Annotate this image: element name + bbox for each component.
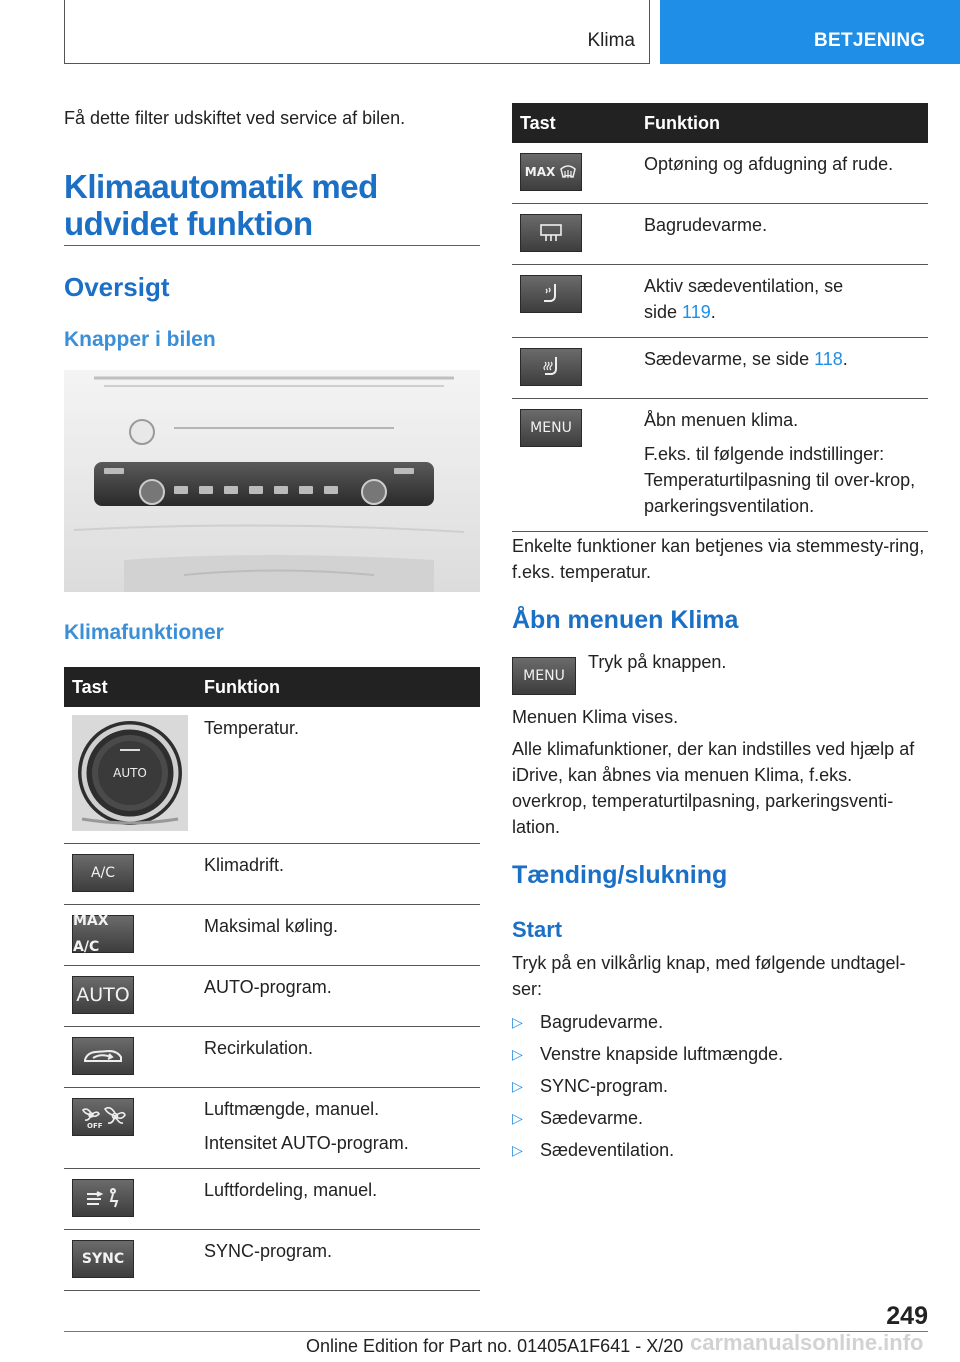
page-link-118[interactable]: 118	[814, 349, 843, 369]
list-item: ▷ Venstre knapside luftmængde.	[512, 1041, 928, 1067]
table-row	[64, 1027, 480, 1088]
page-title-line2: udvidet funktion	[64, 205, 313, 242]
col-function-header-right: Funktion	[636, 103, 928, 143]
svg-text:OFF: OFF	[87, 1122, 103, 1130]
climate-functions-table	[64, 667, 480, 1291]
list-item: ▷ Bagrudevarme.	[512, 1009, 928, 1035]
auto-button-icon: AUTO	[72, 976, 134, 1014]
table-row: Aktiv sædeventilation, se side 119.	[512, 265, 928, 338]
function-temperature: Temperatur.	[196, 707, 480, 844]
triangle-bullet-icon: ▷	[512, 1110, 523, 1126]
triangle-bullet-icon: ▷	[512, 1014, 523, 1030]
page-number: 249	[886, 1302, 928, 1330]
table-row: Sædevarme, se side 118.	[512, 338, 928, 399]
menu-shown-text: Menuen Klima vises.	[512, 707, 679, 727]
triangle-bullet-icon: ▷	[512, 1046, 523, 1062]
table-row	[512, 399, 928, 532]
table-row	[512, 143, 928, 204]
max-defrost-icon: MAX	[520, 153, 582, 191]
fan-speed-icon	[72, 1098, 134, 1136]
function-air-distribution: Luftfordeling, manuel.	[196, 1169, 480, 1230]
function-menu-example: F.eks. til følgende indstillinger: Temperaturtilpasning til over-krop, parkeringsventilation.	[644, 444, 916, 516]
rear-window-heating-icon	[520, 214, 582, 252]
menu-description: Alle klimafunktioner, der kan indstilles ved hjælp af iDrive, kan åbnes via menuen Klima, f.eks. overkrop, temperaturtilpasning, parkeringsventi-lation.	[512, 739, 915, 837]
table-header	[512, 103, 928, 143]
watermark: carmanualsonline.info	[690, 1330, 924, 1355]
header-chapter-box	[64, 0, 650, 64]
recirculation-icon	[72, 1037, 134, 1075]
air-distribution-icon	[72, 1179, 134, 1217]
table-row	[512, 204, 928, 265]
function-fan-manual: Luftmængde, manuel.	[204, 1099, 380, 1119]
title-rule	[64, 245, 480, 246]
header-section-box	[660, 0, 960, 64]
menu-press-text: Tryk på knappen.	[588, 652, 727, 672]
temperature-knob-icon	[72, 715, 188, 831]
max-ac-button-icon: MAX A/C	[72, 915, 134, 953]
function-seat-ventilation: Aktiv sædeventilation, se	[644, 276, 844, 296]
sync-button-icon: SYNC	[72, 1240, 134, 1278]
table-header	[64, 667, 480, 707]
col-key-header-right: Tast	[512, 103, 636, 143]
table-row	[64, 1088, 480, 1169]
function-open-menu: Åbn menuen klima.	[644, 410, 799, 430]
function-auto: AUTO-program.	[196, 966, 480, 1027]
page-title-line1: Klimaautomatik med	[64, 168, 378, 205]
voice-control-text: Enkelte funktioner kan betjenes via stemmesty-ring, f.eks. temperatur.	[512, 536, 925, 582]
heading-on-off: Tænding/slukning	[512, 861, 728, 889]
table-row	[64, 844, 480, 905]
heading-buttons: Knapper i bilen	[64, 328, 216, 351]
triangle-bullet-icon: ▷	[512, 1142, 523, 1158]
page-title	[64, 168, 480, 242]
function-max-ac: Maksimal køling.	[196, 905, 480, 966]
function-ac: Klimadrift.	[196, 844, 480, 905]
svg-text:AUTO: AUTO	[113, 766, 147, 780]
table-row	[64, 905, 480, 966]
col-function-header: Funktion	[196, 667, 480, 707]
page-link-119[interactable]: 119	[682, 302, 711, 322]
header-chapter: Klima	[587, 30, 635, 51]
start-text: Tryk på en vilkårlig knap, med følgende undtagel-ser:	[512, 953, 906, 999]
table-row	[64, 966, 480, 1027]
climate-panel-photo	[64, 370, 480, 592]
heading-oversigt: Oversigt	[64, 272, 170, 302]
additional-functions-table	[512, 103, 928, 532]
climate-panel-illustration	[64, 370, 480, 592]
seat-ventilation-icon	[520, 275, 582, 313]
table-row	[64, 1230, 480, 1291]
function-seat-heating: Sædevarme, se side	[644, 349, 815, 369]
function-sync: SYNC-program.	[196, 1230, 480, 1291]
function-fan-auto-intensity: Intensitet AUTO-program.	[204, 1133, 409, 1153]
triangle-bullet-icon: ▷	[512, 1078, 523, 1094]
list-item: ▷ Sædeventilation.	[512, 1137, 928, 1163]
intro-text: Få dette filter udskiftet ved service af bilen.	[64, 108, 406, 128]
list-item: ▷ SYNC-program.	[512, 1073, 928, 1099]
exception-list	[512, 1009, 928, 1169]
function-defrost: Optøning og afdugning af rude.	[636, 143, 928, 204]
list-item: ▷ Sædevarme.	[512, 1105, 928, 1131]
table-row	[64, 1169, 480, 1230]
heading-open-menu: Åbn menuen Klima	[512, 606, 739, 634]
heading-start: Start	[512, 917, 563, 942]
menu-button-icon-inline: MENU	[512, 657, 576, 695]
table-row	[64, 707, 480, 844]
menu-button-icon: MENU	[520, 409, 582, 447]
function-rear-window-heating: Bagrudevarme.	[636, 204, 928, 265]
seat-heating-icon	[520, 348, 582, 386]
heading-functions: Klimafunktioner	[64, 621, 224, 644]
col-key-header: Tast	[64, 667, 196, 707]
function-recirculation: Recirkulation.	[196, 1027, 480, 1088]
header-section: BETJENING	[814, 30, 926, 51]
footer-edition: Online Edition for Part no. 01405A1F641 - X/20	[306, 1336, 684, 1356]
ac-button-icon: A/C	[72, 854, 134, 892]
